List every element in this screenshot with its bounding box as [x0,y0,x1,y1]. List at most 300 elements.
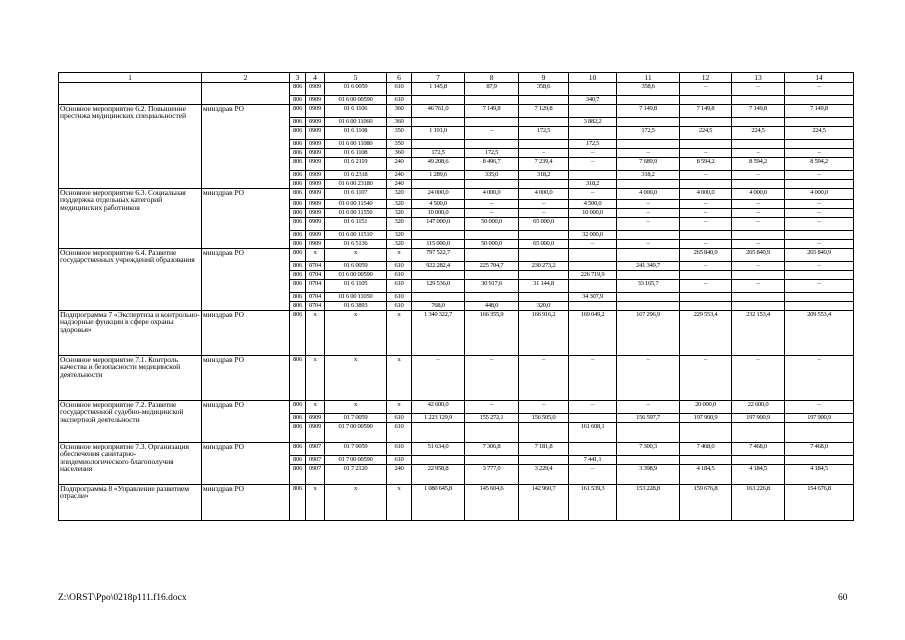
table-cell: 806 [290,140,306,149]
table-cell: 01 7 2120 [325,465,387,485]
table-cell: 4 000,0 [519,189,569,200]
table-cell: 360 [387,118,412,127]
table-cell: 01 6 00 00590 [325,96,387,105]
table-cell [785,140,854,149]
table-cell: 172,5 [569,140,617,149]
table-cell: 0704 [306,293,325,302]
table-cell: 806 [290,105,306,118]
table-cell [617,456,680,465]
table-cell: 01 7 00 00590 [325,423,387,443]
table-cell [680,180,732,189]
table-cell: 3 398,9 [617,465,680,485]
table-cell: 3 882,2 [569,118,617,127]
header-cell: 12 [680,73,732,83]
table-row [59,83,854,96]
table-cell: 0909 [306,96,325,105]
table-cell: 610 [387,423,412,443]
table-cell: 320 [387,200,412,209]
table-cell: – [732,280,785,293]
table-cell [569,249,617,262]
table-cell: 163 226,8 [732,485,785,521]
table-cell: – [732,262,785,271]
table-cell: – [785,240,854,249]
table-cell [617,96,680,105]
table-cell: 4 184,5 [680,465,732,485]
table-cell: 7 129,8 [519,105,569,118]
table-cell [732,423,785,443]
executor: минздрав РО [202,105,290,189]
table-cell: 610 [387,96,412,105]
executor: минздрав РО [202,485,290,521]
table-cell: 169 049,2 [569,311,617,356]
table-cell: 4 184,5 [785,465,854,485]
table-cell [465,456,519,465]
activity-name: Основное мероприятие 7.1. Контроль качества и безопасности медицинской деятельности [59,356,202,401]
table-cell: 240 [387,171,412,180]
table-cell: – [569,401,617,414]
table-cell: 1 191,0 [412,127,465,140]
table-cell: 01 6 1108 [325,149,387,158]
table-cell: 1 223 129,9 [412,414,465,423]
table-cell: 350 [387,127,412,140]
table-cell [519,456,569,465]
table-cell: 4 000,0 [785,189,854,200]
table-cell: 806 [290,485,306,521]
table-cell: 3 777,0 [465,465,519,485]
table-cell: 806 [290,423,306,443]
table-cell: 265 840,9 [680,249,732,262]
table-cell: – [785,83,854,96]
table-cell [412,180,465,189]
table-cell: 806 [290,262,306,271]
header-cell: 10 [569,73,617,83]
table-cell: 0907 [306,456,325,465]
budget-table [58,72,854,521]
table-cell: х [387,311,412,356]
table-cell: 7 149,8 [785,105,854,118]
table-cell: 42 600,0 [412,401,465,414]
table-cell: 610 [387,302,412,311]
table-cell: – [785,209,854,218]
table-cell: 806 [290,96,306,105]
table-cell: 806 [290,180,306,189]
table-cell [785,118,854,127]
table-cell: 01 6 3893 [325,302,387,311]
table-cell: 320 [387,231,412,240]
table-cell: х [306,485,325,521]
table-cell: 229 553,4 [680,311,732,356]
table-cell [680,302,732,311]
table-cell [680,456,732,465]
table-cell: 360 [387,105,412,118]
table-cell: 22 600,0 [732,401,785,414]
table-cell: 0704 [306,262,325,271]
table-cell [519,180,569,189]
table-cell: 320,0 [519,302,569,311]
table-cell: х [325,485,387,521]
table-cell: 1 145,8 [412,83,465,96]
table-cell: 7 468,0 [785,443,854,456]
table-cell: 320 [387,189,412,200]
table-cell: 01 6 00 23180 [325,180,387,189]
table-cell: 797 522,7 [412,249,465,262]
table-cell [519,293,569,302]
table-cell: 197 900,9 [785,414,854,423]
table-cell: 806 [290,149,306,158]
table-cell: 24 000,0 [412,189,465,200]
header-cell: 6 [387,73,412,83]
table-cell [785,293,854,302]
table-cell [785,271,854,280]
table-row [59,485,854,521]
table-cell: – [569,158,617,171]
table-cell: – [785,149,854,158]
table-cell: 806 [290,311,306,356]
table-cell [465,423,519,443]
table-cell: 01 7 0059 [325,443,387,456]
table-cell: 10 000,0 [569,209,617,218]
table-cell: – [519,149,569,158]
table-cell: 167 296,9 [617,311,680,356]
table-cell [569,105,617,118]
table-cell: 4 000,0 [732,189,785,200]
table-cell: – [465,356,519,401]
table-cell [519,231,569,240]
table-cell: – [732,218,785,231]
table-cell: 209 553,4 [785,311,854,356]
table-cell [617,293,680,302]
table-cell: 172,5 [465,149,519,158]
table-cell: – [680,240,732,249]
table-cell: – [569,189,617,200]
table-cell: 806 [290,83,306,96]
table-cell [680,271,732,280]
table-cell: 0909 [306,209,325,218]
table-cell [412,96,465,105]
table-cell [732,271,785,280]
table-cell: 610 [387,414,412,423]
table-cell [680,140,732,149]
table-cell: 806 [290,271,306,280]
table-cell [785,180,854,189]
table-cell [465,231,519,240]
table-cell [680,96,732,105]
table-cell: 320 [387,209,412,218]
table-cell: 0909 [306,218,325,231]
table-cell: – [519,401,569,414]
activity-name: Основное мероприятие 6.2. Повышение престижа медицинских специальностей [59,105,202,189]
table-cell: 7 149,8 [465,105,519,118]
activity-name: Основное мероприятие 7.3. Организация обеспечения санитарно-эпидемиологического благополучия населения [59,443,202,485]
table-cell [785,231,854,240]
table-cell: 145 604,6 [465,485,519,521]
table-cell: 806 [290,465,306,485]
table-cell: 142 960,7 [519,485,569,521]
table-cell: 197 900,9 [732,414,785,423]
table-cell: 241 349,7 [617,262,680,271]
table-cell: 0909 [306,189,325,200]
table-cell: 20 000,0 [680,401,732,414]
table-cell: – [680,356,732,401]
table-cell: – [519,209,569,218]
table-cell: – [617,356,680,401]
table-row [59,189,854,200]
table-cell [412,456,465,465]
table-cell: – [732,356,785,401]
table-cell [465,180,519,189]
table-cell: 7 468,0 [732,443,785,456]
table-cell [732,118,785,127]
table-cell: 806 [290,443,306,456]
table-cell: 610 [387,83,412,96]
table-cell: 0909 [306,180,325,189]
page-number: 60 [838,593,848,603]
table-row [59,401,854,414]
table-cell: 01 6 0059 [325,262,387,271]
table-cell [569,302,617,311]
table-cell: – [617,200,680,209]
table-cell [569,127,617,140]
table-cell [569,280,617,293]
table-cell: х [306,356,325,401]
table-cell: 4 000,0 [617,189,680,200]
table-row [59,311,854,356]
table-cell: – [680,262,732,271]
table-cell: 335,0 [465,171,519,180]
table-cell: 318,2 [569,180,617,189]
table-cell: – [680,280,732,293]
table-cell: 224,5 [680,127,732,140]
table-cell [465,249,519,262]
table-cell: – [732,171,785,180]
table-cell: 0907 [306,465,325,485]
table-cell: 7 300,3 [617,443,680,456]
table-cell: – [785,171,854,180]
table-cell [732,293,785,302]
header-cell: 14 [785,73,854,83]
table-cell: 22 958,8 [412,465,465,485]
table-cell: 01 6 0059 [325,83,387,96]
table-cell: 153 228,8 [617,485,680,521]
table-cell: 7 306,8 [465,443,519,456]
table-cell: х [325,311,387,356]
table-cell [680,293,732,302]
table-cell: 0909 [306,423,325,443]
table-cell: х [325,356,387,401]
header-cell: 8 [465,73,519,83]
table-cell [519,140,569,149]
table-cell [680,231,732,240]
table-cell: 240 [387,465,412,485]
activity-name: Основное мероприятие 6.4. Развитие государственных учреждений образования [59,249,202,311]
table-cell: 01 6 1151 [325,218,387,231]
table-cell: х [387,356,412,401]
table-cell: 1 289,6 [412,171,465,180]
table-cell: – [617,149,680,158]
table-cell: 806 [290,414,306,423]
table-cell: х [306,401,325,414]
table-cell: 4 000,0 [680,189,732,200]
table-cell: 0704 [306,280,325,293]
table-cell: 358,6 [617,83,680,96]
table-cell: – [732,240,785,249]
header-cell: 3 [290,73,306,83]
table-cell: 8 496,7 [465,158,519,171]
table-cell: 0909 [306,240,325,249]
table-cell: – [617,401,680,414]
table-cell: 318,2 [519,171,569,180]
table-cell: 806 [290,118,306,127]
table-cell: 4 500,0 [569,200,617,209]
table-cell: 922 282,4 [412,262,465,271]
header-cell: 4 [306,73,325,83]
table-cell: 0909 [306,414,325,423]
table-cell: 224,5 [785,127,854,140]
table-cell: 0704 [306,271,325,280]
table-cell: – [680,200,732,209]
table-cell: 7 468,0 [680,443,732,456]
table-cell: – [465,127,519,140]
table-cell: – [785,280,854,293]
table-cell: 610 [387,280,412,293]
table-cell: 806 [290,200,306,209]
table-cell: – [680,149,732,158]
table-cell: 01 6 1106 [325,105,387,118]
table-cell [617,271,680,280]
table-cell: 806 [290,280,306,293]
header-cell: 9 [519,73,569,83]
table-cell [617,118,680,127]
table-cell: 197 900,9 [680,414,732,423]
table-cell: 155 272,1 [465,414,519,423]
table-cell: 65 000,0 [519,218,569,231]
table-cell: – [519,200,569,209]
table-cell: 0704 [306,302,325,311]
table-cell: 161 539,3 [569,485,617,521]
table-cell: 115 000,0 [412,240,465,249]
table-cell: 0909 [306,127,325,140]
table-cell: – [732,83,785,96]
table-cell: 0909 [306,140,325,149]
table-cell: х [325,249,387,262]
table-cell [785,96,854,105]
table-cell: 0909 [306,105,325,118]
table-cell: – [785,200,854,209]
table-cell: 166 916,2 [519,311,569,356]
table-cell: 265 840,9 [732,249,785,262]
table-cell: 01 6 00 11540 [325,200,387,209]
table-cell: 610 [387,271,412,280]
activity-name [59,83,202,105]
table-cell [465,271,519,280]
table-cell: – [785,218,854,231]
table-cell: 87,9 [465,83,519,96]
table-cell: – [680,171,732,180]
table-cell: 0909 [306,171,325,180]
table-cell: 806 [290,302,306,311]
table-cell: 161 608,1 [569,423,617,443]
table-cell: 0909 [306,200,325,209]
table-cell: 4 000,0 [465,189,519,200]
table-cell [732,96,785,105]
table-cell: 806 [290,127,306,140]
table-cell: – [617,209,680,218]
table-cell: 7 441,1 [569,456,617,465]
table-cell [680,118,732,127]
table-cell: – [785,401,854,414]
table-cell: – [465,200,519,209]
table-cell: 01 6 1105 [325,280,387,293]
table-cell [465,96,519,105]
table-cell: 7 181,8 [519,443,569,456]
table-cell: 01 6 1108 [325,127,387,140]
table-cell: х [306,249,325,262]
table-cell: 01 6 1107 [325,189,387,200]
table-cell: 159 676,8 [680,485,732,521]
table-cell: 30 917,6 [465,280,519,293]
table-cell: 806 [290,249,306,262]
table-cell [412,293,465,302]
table-cell [569,171,617,180]
table-cell: 0909 [306,231,325,240]
table-cell: – [465,209,519,218]
table-cell: 806 [290,401,306,414]
table-cell: 0909 [306,158,325,171]
table-cell: 8 594,2 [785,158,854,171]
header-cell: 13 [732,73,785,83]
table-cell [412,140,465,149]
table-cell: х [387,249,412,262]
table-cell [617,249,680,262]
table-cell [617,231,680,240]
table-cell: 806 [290,209,306,218]
table-cell: 350 [387,140,412,149]
table-cell: 224,5 [732,127,785,140]
table-cell: 610 [387,262,412,271]
table-cell [785,456,854,465]
table-cell: 01 6 00 11050 [325,293,387,302]
table-cell [519,249,569,262]
table-cell: 806 [290,231,306,240]
header-cell: 1 [59,73,202,83]
table-cell: – [785,262,854,271]
table-cell [412,118,465,127]
table-cell: 172,5 [617,127,680,140]
executor: минздрав РО [202,189,290,249]
table-cell: 01 7 0059 [325,414,387,423]
table-cell: 1 340 322,7 [412,311,465,356]
table-row [59,105,854,118]
table-cell: 0909 [306,118,325,127]
table-cell: 50 000,0 [465,240,519,249]
table-cell: 01 7 00 00590 [325,456,387,465]
table-cell [785,302,854,311]
table-cell: – [680,83,732,96]
table-cell: 806 [290,356,306,401]
header-cell: 5 [325,73,387,83]
table-cell: 156 597,7 [617,414,680,423]
activity-name: Подпрограмма 8 «Управление развитием отрасли» [59,485,202,521]
table-cell: 33 165,7 [617,280,680,293]
executor [202,83,290,105]
table-cell: – [732,149,785,158]
table-cell: 7 239,4 [519,158,569,171]
table-cell: 129 536,0 [412,280,465,293]
executor: минздрав РО [202,443,290,485]
table-cell: – [680,218,732,231]
table-cell: 225 704,7 [465,262,519,271]
table-cell [519,118,569,127]
